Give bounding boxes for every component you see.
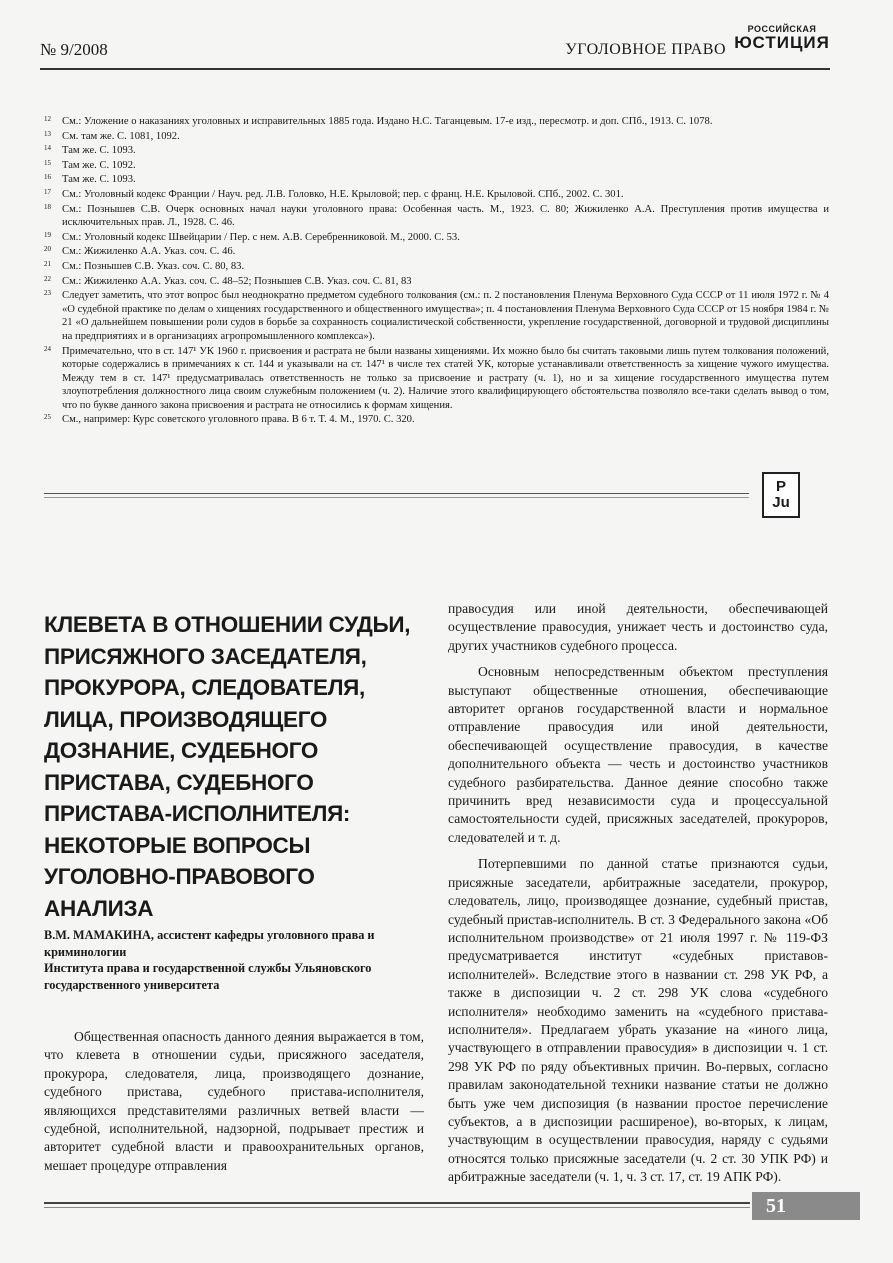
footnote-number: 23 (44, 289, 51, 298)
author-affiliation: Института права и государственной службы Ульяновского государственного университета (44, 961, 372, 992)
footnote-text: Там же. С. 1092. (62, 159, 136, 171)
footnote (44, 203, 829, 230)
left-column (44, 1028, 424, 1175)
footnote-text: См.: Уложение о наказаниях уголовных и исправительных 1885 года. Издано Н.С. Таганцевым. 17-е изд., пересмотр. и доп. СПб., 1913. С. 1078. (62, 116, 713, 127)
footnote-number: 12 (44, 115, 51, 123)
footnote (44, 159, 829, 173)
footnote (44, 115, 829, 129)
journal-logo (734, 24, 830, 52)
footnotes-block (44, 115, 829, 428)
footnote (44, 231, 829, 245)
body-paragraph: Основным непосредственным объектом преступления выступают общественные отношения, обеспечивающие авторитет органов государственной власти и нормальное отправление правосудия или иной деятельности, обеспечивающей осуществление правосудия, в качестве дополнительного объекта — честь и достоинство участников судебного разбирательства. Данное деяние способно также причинить вред независимости суда и процессуальной самостоятельности судей, присяжных заседателей, прокуроров, следователей и т. д. (448, 664, 828, 845)
journal-logo-small: РОССИЙСКАЯ (747, 24, 817, 34)
footnote-number: 13 (44, 129, 51, 138)
page-number: 51 (752, 1192, 860, 1220)
footnotes-divider (44, 493, 749, 494)
footnote (44, 260, 829, 274)
footnote-text: См.: Познышев С.В. Указ. соч. С. 80, 83. (62, 260, 245, 272)
footnote-text: Там же. С. 1093. (62, 174, 136, 186)
footnote-text: См.: Уголовный кодекс Франции / Науч. ред. Л.В. Головко, Н.Е. Крыловой; пер. с франц. Н.Е. Крыловой. СПб., 2002. С. 301. (62, 188, 624, 200)
header-divider (40, 68, 830, 70)
footnote-number: 21 (44, 259, 51, 268)
footnotes-divider-thin (44, 497, 749, 498)
footnote-number: 19 (44, 230, 51, 239)
section-logo-letter-top: P (775, 478, 786, 495)
section-logo-letter-bottom: Ju (772, 494, 790, 511)
footnote-number: 17 (44, 187, 51, 196)
footnote (44, 289, 829, 343)
section-title: УГОЛОВНОЕ ПРАВО (565, 41, 726, 58)
author-block (44, 927, 424, 993)
footnote-text: См.: Познышев С.В. Очерк основных начал науки уголовного права: Особенная часть. М., 1923. С. 80; Жижиленко А.А. Преступления против имущества и исключительных прав. Л., 1928. С. 46. (62, 203, 829, 229)
body-paragraph: Потерпевшими по данной статье признаются судьи, присяжные заседатели, арбитражные заседатели, прокурор, следователь, лицо, производящее дознание, судебный пристав, судебный пристав-исполнитель. В ст. 3 Федерального закона «Об исполнительном производстве» от 21 июля 1997 г. № 119-ФЗ предусматривается институт «судебных приставов-исполнителей». Вследствие этого в названии ст. 298 УК РФ, а также в диспозиции ч. 2 ст. 298 УК слова «судебного исполнителя» необходимо заменить на «судебного пристава-исполнителя». Предлагаем убрать указание на «иного лица, участвующего в отправлении правосудия» в диспозиции ч. 1 ст. 298 УК РФ по ряду объективных причин. Во-первых, согласно правилам законодательной техники название статьи не должно быть уже чем диспозиция (в названии простое перечисление субъектов, а в диспозиции расширеное), во-вторых, к лицам, участвующим в осуществлении правосудия, наряду с судьями относятся только присяжные заседатели (ч. 2 ст. 30 УПК РФ) и арбитражные заседатели (ч. 1, ч. 3 ст. 17, ст. 19 АПК РФ). (448, 856, 828, 1185)
footnote (44, 275, 829, 289)
body-paragraph: Общественная опасность данного деяния выражается в том, что клевета в отношении судьи, присяжного заседателя, прокурора, следователя, лица, производящего дознание, судебного пристава, судебного пристава-исполнителя, являющихся представителями различных ветвей власти — судебной, исполнительной, надзорной, подрывает престиж и авторитет судебной власти и правоохранительных органов, мешает процедуре отправления (44, 1029, 424, 1173)
footnote-text: Следует заметить, что этот вопрос был неоднократно предметом судебного толкования (см.: п. 2 постановления Пленума Верховного Суда СССР от 11 июля 1972 г. № 4 «О судебной практике по делам о хищениях государственного и общественного имущества»; п. 4 постановления Пленума Верховного Суда СССР от 15 ноября 1984 г. № 21 «О дальнейшем повышении роли судов в борьбе за сохранность социалистической собственности, укрепление государственной, договорной и трудовой дисциплины на предприятиях и в организациях агропромышленного комплекса»). (62, 290, 829, 342)
footnote-number: 14 (44, 144, 51, 153)
footnote-number: 16 (44, 173, 51, 182)
footnote-number: 25 (44, 413, 51, 422)
footnote-text: См.: Жижиленко А.А. Указ. соч. С. 46. (62, 246, 236, 258)
article-title: КЛЕВЕТА В ОТНОШЕНИИ СУДЬИ, ПРИСЯЖНОГО ЗАСЕДАТЕЛЯ, ПРОКУРОРА, СЛЕДОВАТЕЛЯ, ЛИЦА, ПРОИЗВОДЯЩЕГО ДОЗНАНИЕ, СУДЕБНОГО ПРИСТАВА, СУДЕБНОГО ПРИСТАВА-ИСПОЛНИТЕЛЯ: НЕКОТОРЫЕ ВОПРОСЫ УГОЛОВНО-ПРАВОВОГО АНАЛИЗА (44, 612, 411, 921)
footnote-number: 22 (44, 274, 51, 283)
footnote-text: См., например: Курс советского уголовного права. В 6 т. Т. 4. М., 1970. С. 320. (62, 414, 415, 426)
footer-divider-thin (44, 1207, 750, 1208)
author-name-position: В.М. МАМАКИНА, ассистент кафедры уголовного права и криминологии (44, 928, 375, 959)
footnote-number: 18 (44, 202, 51, 211)
footnote-text: См.: Уголовный кодекс Швейцарии / Пер. с нем. А.В. Серебренниковой. М., 2000. С. 53. (62, 231, 460, 243)
footnote (44, 245, 829, 259)
journal-logo-big: ЮСТИЦИЯ (734, 33, 830, 52)
footnote (44, 413, 829, 427)
page-header (40, 24, 830, 66)
footnote-number: 15 (44, 158, 51, 167)
footnote-number: 20 (44, 245, 51, 254)
issue-number: № 9/2008 (40, 40, 108, 59)
footnote (44, 144, 829, 158)
footnote (44, 188, 829, 202)
body-paragraph: правосудия или иной деятельности, обеспечивающей осуществление правосудия, унижает честь и достоинство суда, других участников судебного процесса. (448, 601, 828, 653)
footnote (44, 173, 829, 187)
footnote-text: См. там же. С. 1081, 1092. (62, 130, 180, 142)
footnote-number: 24 (44, 344, 51, 353)
right-column (448, 600, 828, 1187)
footnote (44, 345, 829, 413)
footnote-text: Там же. С. 1093. (62, 145, 136, 157)
footer-divider (44, 1202, 750, 1204)
footnote-text: См.: Жижиленко А.А. Указ. соч. С. 48–52; Познышев С.В. Указ. соч. С. 81, 83 (62, 275, 412, 287)
footnote-text: Примечательно, что в ст. 147¹ УК 1960 г. присвоения и растрата не были названы хищениями. Их можно было бы считать таковыми лишь путем толкования положений, которые содержались в примечаниях к ст. 144 и указывали на ст. 147¹ в числе тех статей УК, которые устанавливали ответственность за хищение чужого имущества. Между тем в ст. 147¹ предусматривалась ответственность не только за присвоение и растрату (ч. 1), но и за хищение государственного имущества путем злоупотребления должностного лица своим служебным положением (ч. 2). Наличие этого квалифицирующего обстоятельства позволяло все-таки сделать вывод о том, что по букве данного закона присвоения и растрата не относились к формам хищения. (62, 345, 829, 411)
section-logo-icon (762, 472, 800, 518)
footnote (44, 130, 829, 144)
